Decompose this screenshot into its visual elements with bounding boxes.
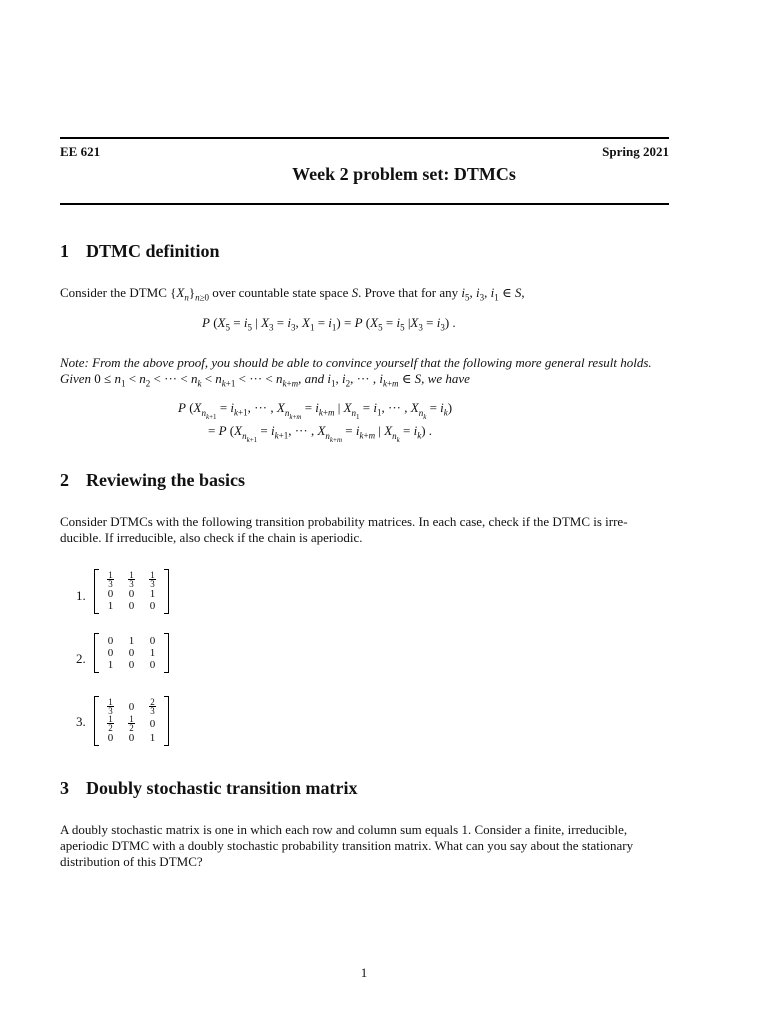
matrix-cell: 0: [107, 732, 114, 744]
term: Spring 2021: [602, 144, 669, 159]
matrix-cell: $\frac{1}{3}$: [108, 570, 113, 589]
index-ordering: $0 \le n_1 < n_2$ < ··· < $n_k < n_{k+1}$ < ··· < $n_{k+m}$: [94, 371, 299, 389]
matrix-cell: 0: [128, 600, 135, 612]
section-3-heading: [60, 778, 358, 799]
matrix-3-label: 3.: [76, 714, 86, 729]
note-text: , and: [298, 371, 328, 386]
matrix-cell: 1: [149, 588, 156, 600]
matrix-cell: 1: [149, 647, 156, 659]
matrix-cell: 0: [107, 635, 114, 647]
general-equation-line-2: = P ($X_{n_{k+1}} = i_{k+1}$, ··· , $X_{n_{k+m}} = i_{k+m}$ | $X_{n_k} = i_k$) .: [208, 423, 433, 444]
matrix-cell: 1: [128, 635, 135, 647]
states-symbol: $i_5$, $i_3$, $i_1$ ∈ S,: [461, 285, 525, 303]
matrix-cell: 0: [128, 700, 135, 713]
matrix-2: [94, 633, 169, 673]
matrix-row: [100, 571, 163, 588]
matrix-row: [100, 698, 163, 715]
matrix-1: [94, 569, 169, 614]
matrix-row: [100, 600, 163, 612]
page-number: 1: [360, 965, 368, 980]
section-3-text: A doubly stochastic matrix is one in which each row and column sum equals 1. Consider a finite, irreducible, aperiodic DTMC with a doubly stochastic probability transition matrix. What can you say about the stationary distribution of this DTMC?: [60, 822, 634, 869]
matrix-row: [100, 588, 163, 600]
section-1-heading: [60, 241, 220, 262]
matrix-cell: 1: [107, 659, 114, 671]
matrix-cell: 0: [149, 659, 156, 671]
matrix-cell: $\frac{1}{2}$: [129, 714, 134, 733]
note-text: , we have: [421, 371, 470, 386]
section-number: 3: [60, 778, 69, 798]
matrix-3: [94, 696, 169, 746]
matrix-row: [100, 715, 163, 732]
section-1-note: [60, 355, 670, 392]
section-title: DTMC definition: [86, 241, 220, 261]
intro-text: Consider the DTMC: [60, 285, 171, 300]
matrix-row: [100, 635, 163, 647]
matrix-1-table: [100, 571, 163, 612]
matrix-cell: $\frac{1}{2}$: [108, 714, 113, 733]
matrix-cell: 1: [107, 600, 114, 612]
course-code: EE 621: [60, 144, 101, 159]
intro-text: . Prove that for any: [358, 285, 462, 300]
section-2-text: Consider DTMCs with the following transition probability matrices. In each case, check if the DTMC is irre- ducible. If irreducible, also check if the chain is aperiodic.: [60, 514, 628, 545]
matrix-2-table: [100, 635, 163, 671]
top-rule: [60, 137, 669, 139]
page-title: Week 2 problem set: DTMCs: [292, 164, 516, 184]
matrix-cell: 0: [128, 588, 135, 600]
general-equation-line-1: P ($X_{n_{k+1}} = i_{k+1}$, ··· , $X_{n_{k+m}} = i_{k+m}$ | $X_{n_1} = i_1$, ··· , $X_{n_k} = i_k$): [178, 400, 453, 421]
section-2-heading: [60, 470, 245, 491]
matrix-row: [100, 659, 163, 671]
title-bottom-rule: [60, 203, 669, 205]
intro-text: over countable state space: [209, 285, 352, 300]
section-title: Doubly stochastic transition matrix: [86, 778, 358, 798]
matrix-1-label: 1.: [76, 588, 86, 603]
section-1-intro: [60, 285, 670, 306]
section-number: 1: [60, 241, 69, 261]
matrix-cell: 0: [107, 647, 114, 659]
section-number: 2: [60, 470, 69, 490]
states-list: $i_1$, $i_2$, ··· , $i_{k+m}$ ∈ S: [327, 371, 422, 389]
matrix-cell: 0: [107, 588, 114, 600]
matrix-cell: 0: [149, 717, 156, 730]
matrix-cell: 1: [149, 732, 156, 744]
matrix-cell: 0: [149, 600, 156, 612]
matrix-3-table: [100, 698, 163, 744]
matrix-cell: $\frac{1}{3}$: [108, 697, 113, 716]
matrix-cell: 0: [128, 647, 135, 659]
matrix-cell: 0: [128, 732, 135, 744]
matrix-cell: 0: [128, 659, 135, 671]
matrix-row: [100, 647, 163, 659]
section-title: Reviewing the basics: [86, 470, 245, 490]
markov-equation: P ($X_5 = i_5$ | $X_3 = i_3$, $X_1 = i_1) = P$ ($X_5 = i_5$ $|X_3 = i_3$) .: [202, 315, 456, 333]
matrix-2-label: 2.: [76, 651, 86, 666]
process-symbol: $\{X_n\}_{n\ge 0}$: [170, 285, 210, 303]
matrix-cell: $\frac{1}{3}$: [129, 570, 134, 589]
matrix-cell: $\frac{2}{3}$: [150, 697, 155, 716]
state-space-symbol: S: [351, 285, 359, 300]
note-text: Note: From the above proof, you should be able to convince yourself that the following more general result holds. Given: [60, 355, 652, 386]
matrix-row: [100, 732, 163, 744]
matrix-cell: 0: [149, 635, 156, 647]
matrix-cell: $\frac{1}{3}$: [150, 570, 155, 589]
